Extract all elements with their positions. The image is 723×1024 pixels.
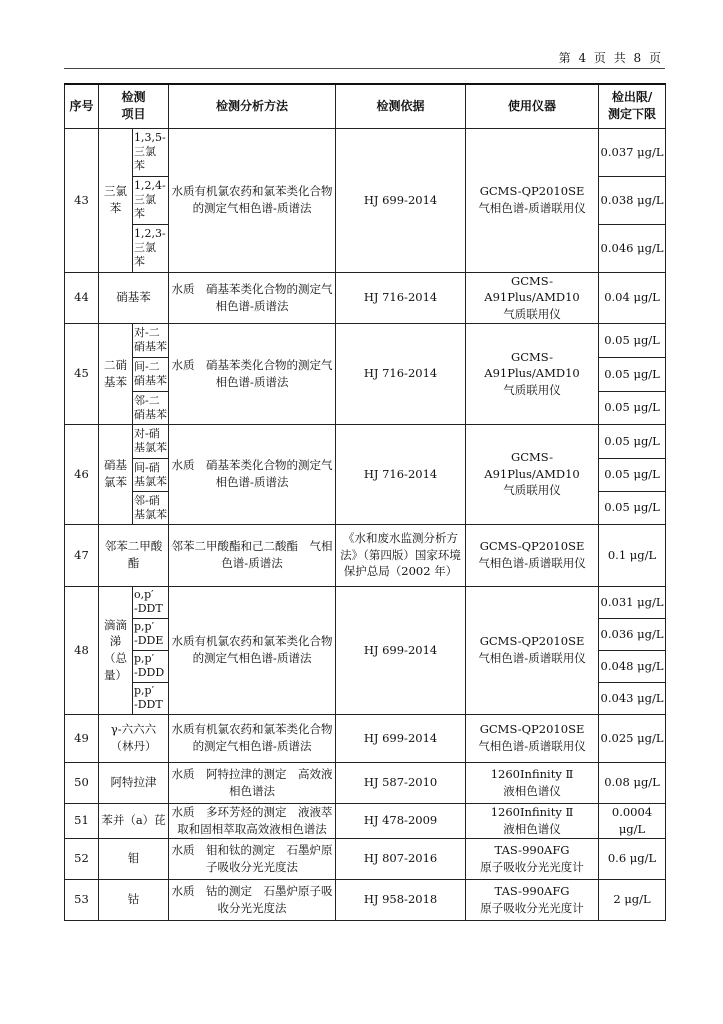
basis: HJ 807-2016 [336,838,466,879]
detection-limit: 0.025 μg/L [599,714,666,762]
sub-item-name: p,p′ -DDD [133,650,169,682]
basis: HJ 716-2014 [336,424,466,524]
item-name: 阿特拉津 [99,762,169,803]
table-row [65,714,666,762]
item-name: 滴滴 涕（总 量） [99,586,133,714]
item-name: 钴 [99,879,169,920]
page-number: 第 4 页 共 8 页 [558,51,663,65]
detection-limit: 0.05 μg/L [599,458,666,491]
detection-limit: 0.031 μg/L [599,586,666,618]
basis: HJ 699-2014 [336,714,466,762]
detection-limit: 0.043 μg/L [599,682,666,714]
instrument: GCMS-QP2010SE 气相色谱-质谱联用仪 [466,524,599,586]
detection-limit: 0.08 μg/L [599,762,666,803]
instrument: GCMS-QP2010SE 气相色谱-质谱联用仪 [466,714,599,762]
row-number: 51 [65,803,99,838]
method: 水质 钴的测定 石墨炉原子吸收分光光度法 [169,879,336,920]
table-row [65,128,666,176]
detection-limit: 0.04 μg/L [599,272,666,323]
instrument: GCMS-QP2010SE 气相色谱-质谱联用仪 [466,586,599,714]
sub-item-name: 1,3,5- 三氯 苯 [133,128,169,176]
table-row [65,424,666,458]
table-row [65,838,666,879]
sub-item-name: 1,2,4- 三氯 苯 [133,176,169,224]
detection-limit: 0.046 μg/L [599,224,666,272]
row-number: 43 [65,128,99,272]
method: 水质有机氯农药和氯苯类化合物的测定气相色谱-质谱法 [169,714,336,762]
detection-limit: 2 μg/L [599,879,666,920]
detection-limit: 0.05 μg/L [599,424,666,458]
table-row [65,879,666,920]
detection-limit: 0.05 μg/L [599,357,666,391]
row-number: 44 [65,272,99,323]
detection-limit: 0.6 μg/L [599,838,666,879]
row-number: 53 [65,879,99,920]
table-row [65,762,666,803]
item-name: γ-六六六 （林丹） [99,714,169,762]
instrument: GCMS-A91Plus/AMD10 气质联用仪 [466,323,599,424]
item-name: 苯并（a）芘 [99,803,169,838]
row-number: 49 [65,714,99,762]
row-number: 45 [65,323,99,424]
row-number: 50 [65,762,99,803]
sub-item-name: 间-硝 基氯苯 [133,458,169,491]
basis: HJ 716-2014 [336,323,466,424]
basis: HJ 958-2018 [336,879,466,920]
sub-item-name: 邻-二 硝基苯 [133,391,169,424]
item-name: 邻苯二甲酸 酯 [99,524,169,586]
sub-item-name: 对-硝 基氯苯 [133,424,169,458]
basis: HJ 478-2009 [336,803,466,838]
basis: 《水和废水监测分析方法》（第四版）国家环境保护总局（2002 年） [336,524,466,586]
instrument: GCMS-QP2010SE 气相色谱-质谱联用仪 [466,128,599,272]
table-row [65,803,666,838]
header-limit: 检出限/ 测定下限 [599,84,666,128]
header-method: 检测分析方法 [169,84,336,128]
detection-limit: 0.0004 μg/L [599,803,666,838]
item-name: 二硝 基苯 [99,323,133,424]
method: 邻苯二甲酸酯和己二酸酯 气相色谱-质谱法 [169,524,336,586]
row-number: 46 [65,424,99,524]
row-number: 48 [65,586,99,714]
item-name: 硝基苯 [99,272,169,323]
detection-limit: 0.05 μg/L [599,491,666,524]
method: 水质有机氯农药和氯苯类化合物的测定气相色谱-质谱法 [169,586,336,714]
header-basis: 检测依据 [336,84,466,128]
sub-item-name: p,p′ -DDT [133,682,169,714]
sub-item-name: o,p′ -DDT [133,586,169,618]
sub-item-name: p,p′ -DDE [133,618,169,650]
detection-limit: 0.038 μg/L [599,176,666,224]
sub-item-name: 对-二 硝基苯 [133,323,169,357]
item-name: 三氯 苯 [99,128,133,272]
basis: HJ 699-2014 [336,586,466,714]
method: 水质 硝基苯类化合物的测定气相色谱-质谱法 [169,323,336,424]
basis: HJ 699-2014 [336,128,466,272]
detection-limit: 0.05 μg/L [599,391,666,424]
table-row [65,272,666,323]
detection-limit: 0.048 μg/L [599,650,666,682]
detection-limit: 0.1 μg/L [599,524,666,586]
instrument: GCMS-A91Plus/AMD10 气质联用仪 [466,272,599,323]
basis: HJ 716-2014 [336,272,466,323]
instrument: TAS-990AFG 原子吸收分光光度计 [466,838,599,879]
method: 水质 钼和钛的测定 石墨炉原子吸收分光光度法 [169,838,336,879]
row-number: 52 [65,838,99,879]
detection-table [64,83,666,921]
instrument: TAS-990AFG 原子吸收分光光度计 [466,879,599,920]
instrument: GCMS-A91Plus/AMD10 气质联用仪 [466,424,599,524]
method: 水质 硝基苯类化合物的测定气相色谱-质谱法 [169,272,336,323]
table-row [65,586,666,618]
method: 水质 硝基苯类化合物的测定气相色谱-质谱法 [169,424,336,524]
sub-item-name: 1,2,3- 三氯 苯 [133,224,169,272]
detection-limit: 0.036 μg/L [599,618,666,650]
instrument: 1260Infinity Ⅱ 液相色谱仪 [466,762,599,803]
method: 水质 阿特拉津的测定 高效液相色谱法 [169,762,336,803]
method: 水质 多环芳烃的测定 液液萃取和固相萃取高效液相色谱法 [169,803,336,838]
sub-item-name: 间-二 硝基苯 [133,357,169,391]
method: 水质有机氯农药和氯苯类化合物的测定气相色谱-质谱法 [169,128,336,272]
table-row [65,323,666,357]
item-name: 钼 [99,838,169,879]
header-no: 序号 [65,84,99,128]
sub-item-name: 邻-硝 基氯苯 [133,491,169,524]
row-number: 47 [65,524,99,586]
table-header-row [65,84,666,128]
header-instrument: 使用仪器 [466,84,599,128]
detection-limit: 0.05 μg/L [599,323,666,357]
detection-limit: 0.037 μg/L [599,128,666,176]
basis: HJ 587-2010 [336,762,466,803]
table-row [65,524,666,586]
header-item: 检测 项目 [99,84,169,128]
header-rule [64,68,665,69]
instrument: 1260Infinity Ⅱ 液相色谱仪 [466,803,599,838]
item-name: 硝基 氯苯 [99,424,133,524]
